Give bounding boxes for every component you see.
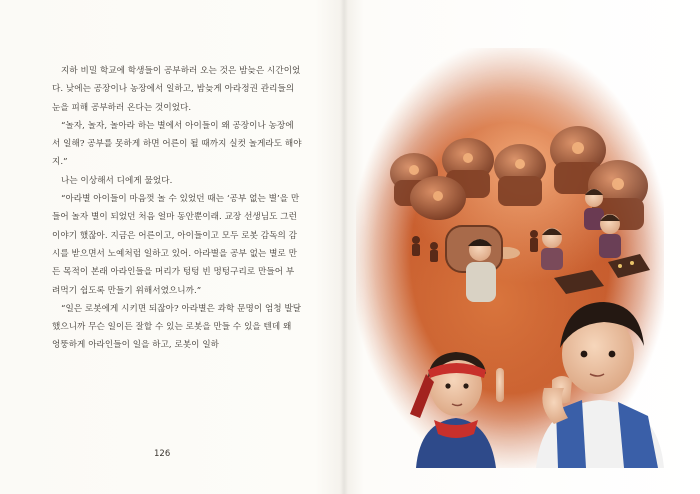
paragraph-4: “아라별 아이들이 마음껏 놀 수 있었던 때는 ‘공부 없는 별’을 만들어 놀자 별이 되었던 처음 얼마 동안뿐이래. 교장 선생님도 그런 이야기 했잖아. 지금은 어른이고, 아이들이고 모두 로봇 감독의 감시를 받으면서 노예처럼 일하고 있어. 아라별을 공부 없는 별로 만든 목적이 본래 아라인들을 머리가 텅텅 빈 멍텅구리로 만들어 부려먹기 쉽도록 만들기 위해서였으니까.” — [52, 194, 300, 296]
left-page-text — [52, 62, 302, 355]
book-gutter — [340, 0, 348, 494]
girl-with-bandana — [410, 352, 504, 468]
page-number: 126 — [154, 449, 171, 459]
thinking-boy — [536, 302, 664, 468]
robot-6 — [410, 176, 466, 220]
story-illustration — [356, 48, 664, 468]
paragraph-2: “놀자, 놀자, 놀아라 하는 별에서 아이들이 왜 공장이나 농장에서 일해? 공부를 못하게 하면 어른이 될 때까지 실컷 놀게라도 해야지.” — [52, 120, 302, 168]
boy-in-frame — [446, 226, 502, 302]
paragraph-1: 지하 비밀 학교에 학생들이 공부하러 오는 것은 밤늦은 시간이었다. 낮에는 공장이나 농장에서 일하고, 밤늦게 아라정권 관리들의 눈을 피해 공부하러 온다는 것이었다. — [52, 66, 301, 113]
illustration-art — [356, 48, 664, 468]
paragraph-5: “일은 로봇에게 시키면 되잖아? 아라별은 과학 문명이 엄청 발달했으니까 무슨 일이든 잘할 수 있는 로봇을 만들 수 있을 텐데 왜 엉뚱하게 아라인들이 일을 하고, 로봇이 일하 — [52, 303, 302, 351]
paragraph-3: 나는 이상해서 디에게 물었다. — [61, 175, 173, 186]
robot-3 — [494, 144, 546, 206]
